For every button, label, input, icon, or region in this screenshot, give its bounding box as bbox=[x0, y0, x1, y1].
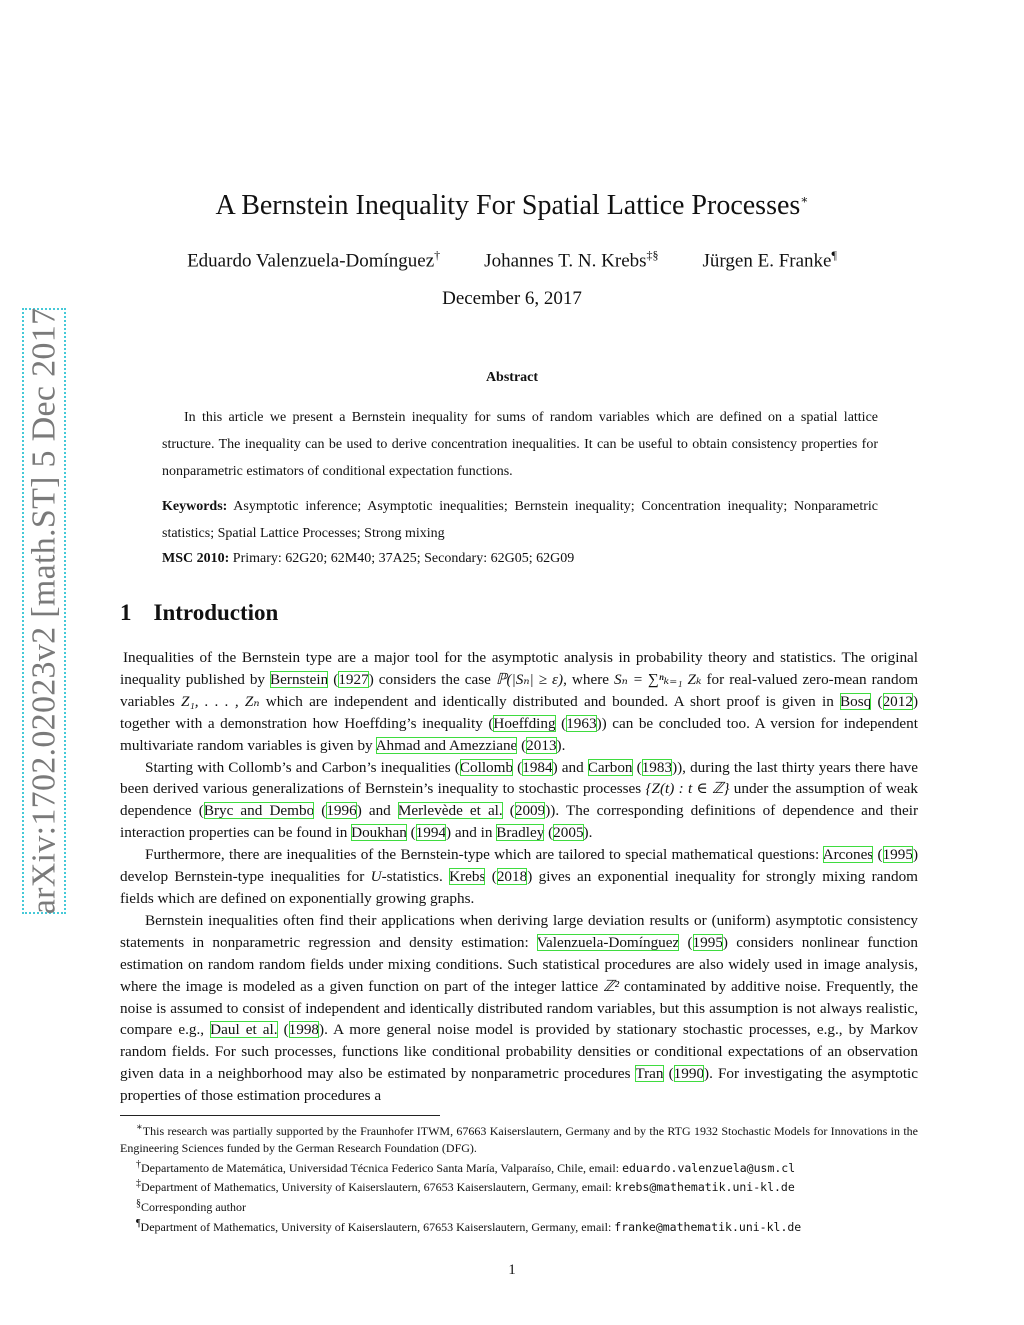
citation-link[interactable]: 1995 bbox=[882, 846, 913, 864]
keywords-text: Asymptotic inference; Asymptotic inequalities; Bernstein inequality; Concentration inequality; Nonparametric statistics; Spatial Lattice Processes; Strong mixing bbox=[162, 499, 878, 541]
arxiv-stamp bbox=[22, 308, 66, 914]
citation-link[interactable]: Doukhan bbox=[351, 824, 407, 842]
keywords bbox=[162, 493, 878, 547]
footnote-rule bbox=[120, 1115, 440, 1116]
paper-title bbox=[0, 190, 1024, 222]
paragraph: Furthermore, there are inequalities of the Bernstein-type which are tailored to special mathematical questions: Arcones (1995) develop Bernstein-type inequalities for U-statistics. Krebs (2018) gives an exponential inequality for strongly mixing random fields which are defined on exponentially growing graphs. bbox=[120, 846, 918, 907]
title-text: A Bernstein Inequality For Spatial Lattice Processes bbox=[215, 190, 801, 221]
citation-link[interactable]: Bryc and Dembo bbox=[203, 802, 315, 820]
abstract-text: In this article we present a Bernstein inequality for sums of random variables which are defined on a spatial lattice structure. The inequality can be used to derive concentration inequalities. It can be useful to obtain consistency properties for nonparametric estimators of conditional expectation functions. bbox=[162, 410, 878, 479]
citation-link[interactable]: 2013 bbox=[526, 736, 557, 754]
citation-link[interactable]: Ahmad and Amezziane bbox=[375, 736, 518, 754]
email-link[interactable]: krebs@mathematik.uni-kl.de bbox=[614, 1180, 795, 1195]
citation-link[interactable]: Bosq bbox=[840, 692, 872, 710]
body-text bbox=[120, 647, 918, 1107]
citation-link[interactable]: Bernstein bbox=[270, 670, 329, 688]
arxiv-id: arXiv:1702.02023v2 [math.ST] 5 Dec 2017 bbox=[25, 307, 63, 915]
citation-link[interactable]: 1998 bbox=[288, 1021, 320, 1039]
footnote: §Corresponding author bbox=[136, 1198, 246, 1215]
math: Z₁, . . . , Zₙ bbox=[181, 692, 260, 710]
msc-classification bbox=[162, 547, 878, 571]
paragraph: Inequalities of the Bernstein type are a major tool for the asymptotic analysis in probability theory and statistics. The original inequality published by Bernstein (1927) considers the case ℙ(|Sₙ| ≥ ε), where Sₙ = ∑ⁿₖ₌₁ Zₖ for real-valued zero-mean random variables Z₁, . . . , Zₙ which are independent and identically distributed and bounded. A short proof is given in Bosq (2012) together with a demonstration how Hoeffding’s inequality (Hoeffding (1963)) can be concluded too. A version for independent multivariate random variables is given by Ahmad and Amezziane (2013). bbox=[120, 649, 919, 754]
section-title: Introduction bbox=[153, 600, 279, 625]
citation-link[interactable]: 1927 bbox=[338, 670, 369, 688]
math: Sₙ = ∑ⁿₖ₌₁ Zₖ bbox=[614, 670, 702, 688]
msc-label: MSC 2010: bbox=[162, 551, 230, 566]
email-link[interactable]: eduardo.valenzuela@usm.cl bbox=[622, 1160, 796, 1175]
footnote: ¶Department of Mathematics, University of Kaiserslautern, 67653 Kaiserslautern, Germany, email: franke@mathematik.uni-kl.de bbox=[136, 1217, 802, 1234]
keywords-label: Keywords: bbox=[162, 499, 228, 514]
citation-link[interactable]: 1995 bbox=[692, 933, 723, 951]
citation-link[interactable]: 1984 bbox=[522, 758, 553, 776]
citation-link[interactable]: 1963 bbox=[566, 714, 597, 732]
citation-link[interactable]: Tran bbox=[635, 1065, 664, 1083]
math: {Z(t) : t ∈ ℤ} bbox=[645, 780, 730, 798]
citation-link[interactable]: Daul et al. bbox=[210, 1021, 278, 1039]
citation-link[interactable]: 1996 bbox=[326, 802, 357, 820]
citation-link[interactable]: 1983 bbox=[641, 758, 673, 776]
citation-link[interactable]: Hoeffding bbox=[493, 714, 556, 732]
citation-link[interactable]: Valenzuela-Domínguez bbox=[536, 933, 680, 951]
citation-link[interactable]: 1994 bbox=[415, 824, 447, 842]
citation-link[interactable]: 2009 bbox=[514, 802, 546, 820]
title-mark: ∗ bbox=[800, 192, 809, 207]
citation-link[interactable]: Collomb bbox=[459, 758, 514, 776]
paper-date: December 6, 2017 bbox=[442, 288, 582, 309]
citation-link[interactable]: 2012 bbox=[882, 692, 913, 710]
author-list bbox=[0, 248, 1024, 272]
author: Jürgen E. Franke¶ bbox=[702, 248, 837, 272]
citation-link[interactable]: Bradley bbox=[496, 824, 545, 842]
page-number: 1 bbox=[508, 1262, 516, 1278]
math: ℤ² bbox=[603, 977, 620, 995]
footnote: †Departamento de Matemática, Universidad Técnica Federico Santa María, Valparaíso, Chile, email: eduardo.valenzuela@usm.cl bbox=[136, 1158, 796, 1175]
footnotes bbox=[120, 1120, 918, 1236]
msc-text: Primary: 62G20; 62M40; 37A25; Secondary: 62G05; 62G09 bbox=[232, 551, 575, 566]
email-link[interactable]: franke@mathematik.uni-kl.de bbox=[614, 1219, 802, 1234]
section-number: 1 bbox=[120, 600, 132, 625]
citation-link[interactable]: Carbon bbox=[587, 758, 633, 776]
abstract-heading: Abstract bbox=[485, 370, 539, 385]
citation-link[interactable]: Merlevède et al. bbox=[397, 802, 503, 820]
section-heading bbox=[120, 600, 278, 626]
citation-link[interactable]: Arcones bbox=[822, 846, 874, 864]
author: Johannes T. N. Krebs‡§ bbox=[484, 248, 659, 272]
paragraph: Bernstein inequalities often find their applications when deriving large deviation results or (uniform) asymptotic consistency statements in nonparametric regression and density estimation: Valenzuela-Domínguez (1995) considers nonlinear function estimation on random random fields under mixing conditions. Such statistical procedures are also widely used in image analysis, where the image is modeled as a given function on part of the integer lattice ℤ² contaminated by additive noise. Frequently, the noise is assumed to consist of independent and identically distributed random variables, but this assumption is not always realistic, compare e.g., Daul et al. (1998). A more general noise model is provided by stationary stochastic processes, e.g., by Markov random fields. For such processes, functions like conditional probability densities or conditional expectations of an observation given data in a neighborhood may also be estimated by nonparametric procedures Tran (1990). For investigating the asymptotic properties of those estimation procedures a bbox=[120, 911, 919, 1105]
citation-link[interactable]: 2005 bbox=[553, 824, 584, 842]
math: ℙ(|Sₙ| ≥ ε) bbox=[495, 670, 564, 688]
math: U bbox=[370, 868, 382, 886]
citation-link[interactable]: 1990 bbox=[673, 1065, 705, 1083]
footnote: ‡Department of Mathematics, University of Kaiserslautern, 67653 Kaiserslautern, Germany, email: krebs@mathematik.uni-kl.de bbox=[136, 1178, 795, 1195]
citation-link[interactable]: Krebs bbox=[449, 868, 486, 886]
citation-link[interactable]: 2018 bbox=[496, 868, 528, 886]
paragraph: Starting with Collomb’s and Carbon’s inequalities (Collomb (1984) and Carbon (1983)), during the last thirty years there have been derived various generalizations of Bernstein’s inequality to stochastic processes {Z(t) : t ∈ ℤ} under the assumption of weak dependence (Bryc and Dembo (1996) and Merlevède et al. (2009)). The corresponding definitions of dependence and their interaction properties can be found in Doukhan (1994) and in Bradley (2005). bbox=[120, 758, 919, 842]
footnote: ∗This research was partially supported by the Fraunhofer ITWM, 67663 Kaiserslautern, Germany and by the RTG 1932 Stochastic Models for Innovations in the Engineering Sciences funded by the German Research Foundation (DFG). bbox=[120, 1122, 918, 1155]
author: Eduardo Valenzuela-Domínguez† bbox=[187, 248, 441, 272]
